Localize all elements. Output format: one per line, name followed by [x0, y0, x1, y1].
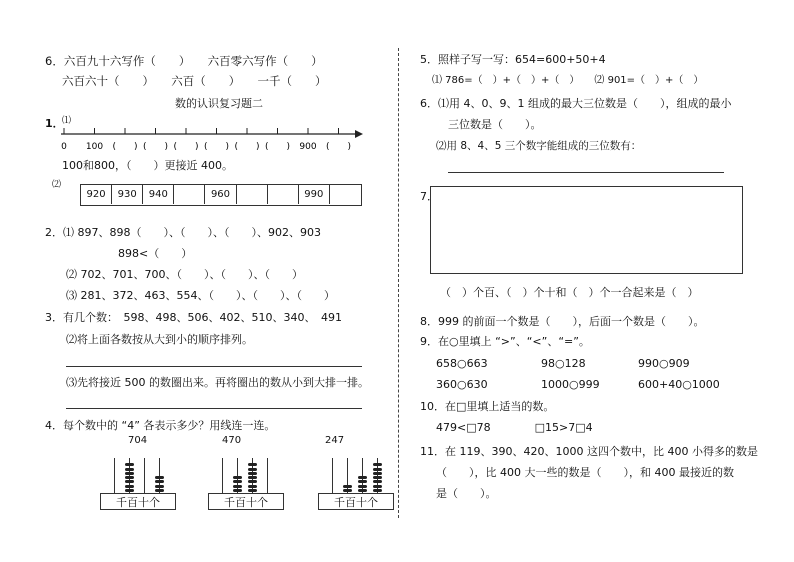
q11-line2: （ ），比 400 大一些的数是（ ），和 400 最接近的数 — [436, 466, 734, 479]
q5-line2: ⑴ 786=（ ）+（ ）+（ ） ⑵ 901=（ ）+（ ） — [432, 75, 704, 86]
q11-line3: 是（ ）。 — [436, 487, 497, 500]
q2-line3: ⑵ 702、701、700、（ ）、（ ）、（ ） — [66, 268, 303, 281]
abacus-bead — [358, 485, 367, 488]
abacus-bead — [373, 463, 382, 466]
abacus-label: 千百十个 — [318, 493, 394, 510]
abacus-bead — [155, 485, 164, 488]
abacus-bead — [155, 480, 164, 483]
abacus-number-1: 704 — [128, 435, 148, 446]
q2-line1: 2．⑴ 897、898（ ）、（ ）、（ ）、902、903 — [45, 226, 321, 239]
q6-right-line1: 6．⑴用 4、0、9、1 组成的最大三位数是（ ），组成的最小 — [420, 97, 732, 110]
abacus-bead — [248, 476, 257, 479]
abacus-bead — [155, 489, 164, 492]
answer-line-2 — [66, 408, 362, 409]
abacus-2 — [208, 456, 284, 510]
table-cell — [268, 185, 299, 204]
number-line-label: ( ) — [173, 142, 199, 152]
q1-sub2-label: ⑵ — [52, 180, 62, 190]
table-cell: 930 — [112, 185, 143, 204]
abacus-bead — [248, 463, 257, 466]
abacus-bead — [248, 480, 257, 483]
q9-row2-item3: 600+40○1000 — [638, 378, 720, 391]
table-cell — [174, 185, 205, 204]
q6-left-line2: 六百六十（ ） 六百（ ） 一千（ ） — [62, 74, 327, 88]
table-cell: 940 — [143, 185, 174, 204]
abacus-bead — [373, 480, 382, 483]
abacus-bead — [233, 485, 242, 488]
abacus-1 — [100, 456, 176, 510]
abacus-bead — [233, 489, 242, 492]
abacus-bead — [343, 485, 352, 488]
q2-line2: 898<（ ） — [118, 247, 193, 260]
q6-right-line2: 三位数是（ ）。 — [448, 118, 542, 131]
number-line-label: 100 — [85, 142, 104, 152]
q10-row: 479<□78 □15>7□4 — [436, 421, 593, 434]
number-line-label: ( ) — [234, 142, 260, 152]
abacus-bead — [248, 485, 257, 488]
number-line-label: ( ) — [203, 142, 230, 152]
abacus-bead — [233, 480, 242, 483]
abacus-bead — [233, 476, 242, 479]
q1-number: 1． — [45, 117, 64, 130]
q9-row2-item2: 1000○999 — [541, 378, 600, 391]
q5-line1: 5．照样子写一写：654=600+50+4 — [420, 53, 606, 66]
abacus-3 — [318, 456, 394, 510]
abacus-number-2: 470 — [222, 435, 242, 446]
abacus-bead — [125, 468, 134, 471]
abacus-bead — [125, 463, 134, 466]
number-line-label: ( ) — [112, 142, 138, 152]
abacus-bead — [125, 485, 134, 488]
q6-right-line3: ⑵用 8、4、5 三个数字能组成的三位数有： — [436, 140, 642, 152]
q1-sub1-label: ⑴ — [62, 116, 72, 126]
abacus-bead — [248, 468, 257, 471]
table-cell: 990 — [299, 185, 330, 204]
q7-number: 7． — [420, 190, 438, 203]
abacus-bead — [125, 476, 134, 479]
q6-left-line1: 6．六百九十六写作（ ） 六百零六写作（ ） — [45, 54, 323, 68]
number-line-label: ( ) — [142, 142, 169, 152]
number-line-label: 900 — [299, 142, 317, 152]
abacus-bead — [248, 489, 257, 492]
answer-line-3 — [448, 172, 724, 173]
q9-row1-item1: 658○663 — [436, 357, 488, 370]
abacus-bead — [358, 489, 367, 492]
abacus-bead — [125, 480, 134, 483]
q9: 9．在○里填上 “>”、“<”、“=”。 — [420, 335, 590, 348]
q10: 10．在□里填上适当的数。 — [420, 400, 555, 413]
abacus-bead — [358, 480, 367, 483]
q9-row2-item1: 360○630 — [436, 378, 488, 391]
q3-line1: 3．有几个数： 598、498、506、402、510、340、 491 — [45, 311, 342, 324]
number-line-label: ( ) — [325, 142, 352, 152]
abacus-number-3: 247 — [325, 435, 345, 446]
q11-line1: 11．在 119、390、420、1000 这四个数中，比 400 小得多的数是 — [420, 445, 758, 458]
number-table — [80, 184, 362, 206]
q7-drawing-box — [430, 186, 743, 274]
q3-line2: ⑵将上面各数按从大到小的顺序排列。 — [66, 333, 253, 346]
abacus-bead — [125, 489, 134, 492]
abacus-label: 千百十个 — [208, 493, 284, 510]
q7-caption: （ ）个百、（ ）个十和（ ）个一合起来是（ ） — [440, 286, 699, 299]
q9-row1-item3: 990○909 — [638, 357, 690, 370]
number-line-label: 0 — [61, 142, 67, 152]
number-line — [55, 124, 375, 154]
answer-line-1 — [66, 366, 362, 367]
abacus-bead — [373, 485, 382, 488]
number-line-label: ( ) — [264, 142, 291, 152]
page-title: 数的认识复习题二 — [175, 97, 263, 110]
q4-line1: 4．每个数中的 “4” 各表示多少？用线连一连。 — [45, 419, 276, 432]
abacus-bead — [373, 472, 382, 475]
column-divider — [398, 48, 399, 518]
abacus-bead — [343, 489, 352, 492]
abacus-bead — [155, 476, 164, 479]
q2-line4: ⑶ 281、372、463、554、（ ）、（ ）、（ ） — [66, 289, 335, 302]
q8: 8．999 的前面一个数是（ ），后面一个数是（ ）。 — [420, 315, 705, 328]
table-cell — [330, 185, 360, 204]
table-cell: 960 — [205, 185, 236, 204]
table-cell: 920 — [81, 185, 112, 204]
abacus-label: 千百十个 — [100, 493, 176, 510]
q3-line3: ⑶先将接近 500 的数圈出来。再将圈出的数从小到大排一排。 — [66, 376, 369, 389]
abacus-bead — [373, 489, 382, 492]
abacus-bead — [373, 476, 382, 479]
q1-compare-text: 100和800，（ ）更接近 400。 — [62, 159, 233, 172]
abacus-bead — [125, 472, 134, 475]
table-cell — [237, 185, 268, 204]
abacus-bead — [373, 468, 382, 471]
abacus-bead — [248, 472, 257, 475]
q9-row1-item2: 98○128 — [541, 357, 586, 370]
abacus-bead — [358, 476, 367, 479]
